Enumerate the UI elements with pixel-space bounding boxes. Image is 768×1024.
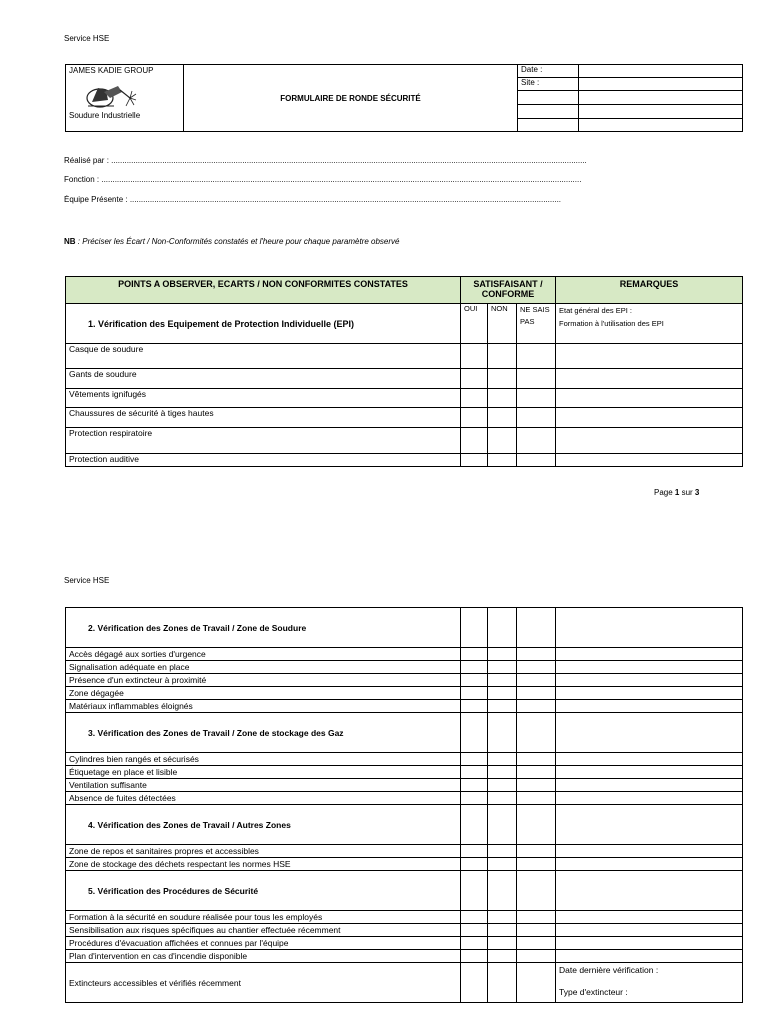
remark-cell[interactable] — [556, 805, 743, 845]
oui-check[interactable] — [461, 661, 488, 674]
nsp-check[interactable] — [517, 389, 556, 408]
non-check[interactable] — [488, 428, 517, 454]
oui-check[interactable] — [461, 924, 488, 937]
remark-cell[interactable] — [556, 766, 743, 779]
oui-check[interactable] — [461, 858, 488, 871]
nb-note — [64, 237, 399, 246]
non-check[interactable] — [488, 753, 517, 766]
non-check[interactable] — [488, 871, 517, 911]
nsp-check[interactable] — [517, 911, 556, 924]
meta-cell[interactable] — [518, 105, 579, 119]
remark-etat-epi: Etat général des EPI : — [559, 306, 632, 315]
non-check[interactable] — [488, 805, 517, 845]
item-zone-degagee: Zone dégagée — [66, 687, 461, 700]
item-extincteur: Présence d'un extincteur à proximité — [66, 674, 461, 687]
nsp-check[interactable] — [517, 648, 556, 661]
non-check[interactable] — [488, 687, 517, 700]
oui-check[interactable] — [461, 963, 488, 1003]
nb-prefix: NB — [64, 237, 76, 246]
section2-title: 2. Vérification des Zones de Travail / Zone de Soudure — [66, 608, 461, 648]
non-check[interactable] — [488, 408, 517, 428]
oui-check[interactable] — [461, 779, 488, 792]
page-current: 1 — [674, 488, 680, 497]
remark-cell[interactable] — [556, 454, 743, 467]
nsp-check[interactable] — [517, 408, 556, 428]
form-title: FORMULAIRE DE RONDE SÉCURITÉ — [184, 65, 518, 132]
remark-cell[interactable] — [556, 911, 743, 924]
oui-check[interactable] — [461, 713, 488, 753]
oui-header: OUI — [461, 304, 488, 344]
nsp-check[interactable] — [517, 871, 556, 911]
nb-text: : Préciser les Écart / Non-Conformités constatés et l'heure pour chaque paramètre observé — [75, 237, 400, 246]
meta-value[interactable] — [579, 119, 743, 132]
item-chaussures: Chaussures de sécurité à tiges hautes — [66, 408, 461, 428]
nsp-check[interactable] — [517, 661, 556, 674]
non-check[interactable] — [488, 648, 517, 661]
section4-title: 4. Vérification des Zones de Travail / Autres Zones — [66, 805, 461, 845]
non-check[interactable] — [488, 661, 517, 674]
oui-check[interactable] — [461, 608, 488, 648]
remarques-header: REMARQUES — [556, 277, 743, 304]
equipe-field[interactable]: Équipe Présente : .................................................................................................................................................................................................. — [64, 195, 562, 204]
non-header: NON — [488, 304, 517, 344]
oui-check[interactable] — [461, 344, 488, 369]
nsp-check[interactable] — [517, 779, 556, 792]
item-respiratoire: Protection respiratoire — [66, 428, 461, 454]
remark-cell[interactable] — [556, 687, 743, 700]
nsp-check[interactable] — [517, 937, 556, 950]
meta-value[interactable] — [579, 105, 743, 119]
remark-cell[interactable] — [556, 753, 743, 766]
nsp-check[interactable] — [517, 805, 556, 845]
oui-check[interactable] — [461, 792, 488, 805]
realise-field[interactable]: Réalisé par : ...................................................................................................................................................................................................................... — [64, 156, 587, 165]
section1-title: 1. Vérification des Equipement de Protection Individuelle (EPI) — [66, 304, 461, 344]
date-value[interactable] — [579, 65, 743, 78]
remark-cell[interactable] — [556, 700, 743, 713]
item-procedures-evacuation: Procédures d'évacuation affichées et connues par l'équipe — [66, 937, 461, 950]
non-check[interactable] — [488, 344, 517, 369]
oui-check[interactable] — [461, 937, 488, 950]
item-etiquetage: Étiquetage en place et lisible — [66, 766, 461, 779]
oui-check[interactable] — [461, 687, 488, 700]
non-check[interactable] — [488, 911, 517, 924]
remark-cell[interactable] — [556, 937, 743, 950]
non-check[interactable] — [488, 963, 517, 1003]
oui-check[interactable] — [461, 389, 488, 408]
remark-formation-epi: Formation à l'utilisation des EPI — [559, 319, 664, 328]
remark-cell[interactable] — [556, 674, 743, 687]
remark-cell[interactable] — [556, 950, 743, 963]
remark-cell[interactable] — [556, 713, 743, 753]
item-sensibilisation: Sensibilisation aux risques spécifiques au chantier effectuée récemment — [66, 924, 461, 937]
non-check[interactable] — [488, 700, 517, 713]
points-header: POINTS A OBSERVER, ECARTS / NON CONFORMITES CONSTATES — [66, 277, 461, 304]
remark-cell[interactable] — [556, 389, 743, 408]
item-cylindres: Cylindres bien rangés et sécurisés — [66, 753, 461, 766]
nsp-check[interactable] — [517, 963, 556, 1003]
nsp-check[interactable] — [517, 454, 556, 467]
remark-cell[interactable] — [556, 792, 743, 805]
nsp-check[interactable] — [517, 687, 556, 700]
nsp-check[interactable] — [517, 369, 556, 389]
nsp-check[interactable] — [517, 713, 556, 753]
oui-check[interactable] — [461, 871, 488, 911]
nsp-check[interactable] — [517, 845, 556, 858]
item-fuites: Absence de fuites détectées — [66, 792, 461, 805]
non-check[interactable] — [488, 858, 517, 871]
non-check[interactable] — [488, 950, 517, 963]
non-check[interactable] — [488, 766, 517, 779]
item-zone-dechets: Zone de stockage des déchets respectant les normes HSE — [66, 858, 461, 871]
oui-check[interactable] — [461, 845, 488, 858]
remark-cell[interactable] — [556, 608, 743, 648]
remark-cell[interactable] — [556, 369, 743, 389]
non-check[interactable] — [488, 792, 517, 805]
remark-type-extincteur: Type d'extincteur : — [559, 987, 628, 997]
extincteur-remarks[interactable] — [556, 963, 743, 1003]
site-label: Site : — [518, 78, 579, 91]
item-vetements: Vêtements ignifugés — [66, 389, 461, 408]
remark-cell[interactable] — [556, 779, 743, 792]
page-prefix: Page — [654, 488, 675, 497]
section5-title: 5. Vérification des Procédures de Sécurité — [66, 871, 461, 911]
remark-cell[interactable] — [556, 344, 743, 369]
site-value[interactable] — [579, 78, 743, 91]
remark-cell[interactable] — [556, 661, 743, 674]
section1-remarks — [556, 304, 743, 344]
item-plan-incendie: Plan d'intervention en cas d'incendie disponible — [66, 950, 461, 963]
service-label: Service HSE — [64, 34, 110, 43]
oui-check[interactable] — [461, 911, 488, 924]
item-gants: Gants de soudure — [66, 369, 461, 389]
remark-cell[interactable] — [556, 845, 743, 858]
welder-logo-icon — [84, 80, 138, 110]
non-check[interactable] — [488, 924, 517, 937]
remark-cell[interactable] — [556, 648, 743, 661]
nsp-check[interactable] — [517, 766, 556, 779]
nsp-check[interactable] — [517, 753, 556, 766]
non-check[interactable] — [488, 779, 517, 792]
remark-cell[interactable] — [556, 858, 743, 871]
non-check[interactable] — [488, 369, 517, 389]
non-check[interactable] — [488, 937, 517, 950]
item-casque: Casque de soudure — [66, 344, 461, 369]
page-sep: sur — [679, 488, 695, 497]
nsp-check[interactable] — [517, 858, 556, 871]
section3-title: 3. Vérification des Zones de Travail / Zone de stockage des Gaz — [66, 713, 461, 753]
nsp-header: NE SAIS PAS — [517, 304, 556, 344]
nsp-check[interactable] — [517, 950, 556, 963]
nsp-check[interactable] — [517, 674, 556, 687]
item-extincteurs-verifies: Extincteurs accessibles et vérifiés récemment — [66, 963, 461, 1003]
meta-cell[interactable] — [518, 119, 579, 132]
remark-cell[interactable] — [556, 408, 743, 428]
item-acces-sorties: Accès dégagé aux sorties d'urgence — [66, 648, 461, 661]
page-total: 3 — [694, 488, 700, 497]
item-ventilation: Ventilation suffisante — [66, 779, 461, 792]
zones-table — [65, 607, 743, 1003]
oui-check[interactable] — [461, 428, 488, 454]
service-label-2: Service HSE — [64, 576, 110, 585]
nsp-check[interactable] — [517, 428, 556, 454]
oui-check[interactable] — [461, 408, 488, 428]
item-formation-securite: Formation à la sécurité en soudure réalisée pour tous les employés — [66, 911, 461, 924]
meta-value[interactable] — [579, 91, 743, 105]
non-check[interactable] — [488, 389, 517, 408]
nsp-check[interactable] — [517, 792, 556, 805]
nsp-check[interactable] — [517, 344, 556, 369]
remark-cell[interactable] — [556, 428, 743, 454]
oui-check[interactable] — [461, 454, 488, 467]
oui-check[interactable] — [461, 700, 488, 713]
nsp-check[interactable] — [517, 924, 556, 937]
item-auditive: Protection auditive — [66, 454, 461, 467]
company-tagline: Soudure Industrielle — [69, 111, 141, 120]
header-table — [65, 64, 743, 132]
item-materiaux: Matériaux inflammables éloignés — [66, 700, 461, 713]
page-number — [654, 488, 699, 497]
non-check[interactable] — [488, 674, 517, 687]
oui-check[interactable] — [461, 766, 488, 779]
item-zone-repos: Zone de repos et sanitaires propres et accessibles — [66, 845, 461, 858]
non-check[interactable] — [488, 845, 517, 858]
non-check[interactable] — [488, 454, 517, 467]
company-name: JAMES KADIE GROUP — [69, 66, 154, 75]
oui-check[interactable] — [461, 648, 488, 661]
remark-date-verification: Date dernière vérification : — [559, 965, 659, 975]
remark-cell[interactable] — [556, 924, 743, 937]
non-check[interactable] — [488, 608, 517, 648]
oui-check[interactable] — [461, 805, 488, 845]
oui-check[interactable] — [461, 369, 488, 389]
oui-check[interactable] — [461, 753, 488, 766]
nsp-check[interactable] — [517, 700, 556, 713]
fonction-field[interactable]: Fonction : ........................................................................................................................................................................................................................ — [64, 175, 582, 184]
meta-cell[interactable] — [518, 91, 579, 105]
company-cell — [66, 65, 184, 132]
date-label: Date : — [518, 65, 579, 78]
item-signalisation: Signalisation adéquate en place — [66, 661, 461, 674]
epi-table — [65, 276, 743, 467]
non-check[interactable] — [488, 713, 517, 753]
nsp-check[interactable] — [517, 608, 556, 648]
oui-check[interactable] — [461, 950, 488, 963]
satisfaisant-header: SATISFAISANT / CONFORME — [461, 277, 556, 304]
oui-check[interactable] — [461, 674, 488, 687]
remark-cell[interactable] — [556, 871, 743, 911]
